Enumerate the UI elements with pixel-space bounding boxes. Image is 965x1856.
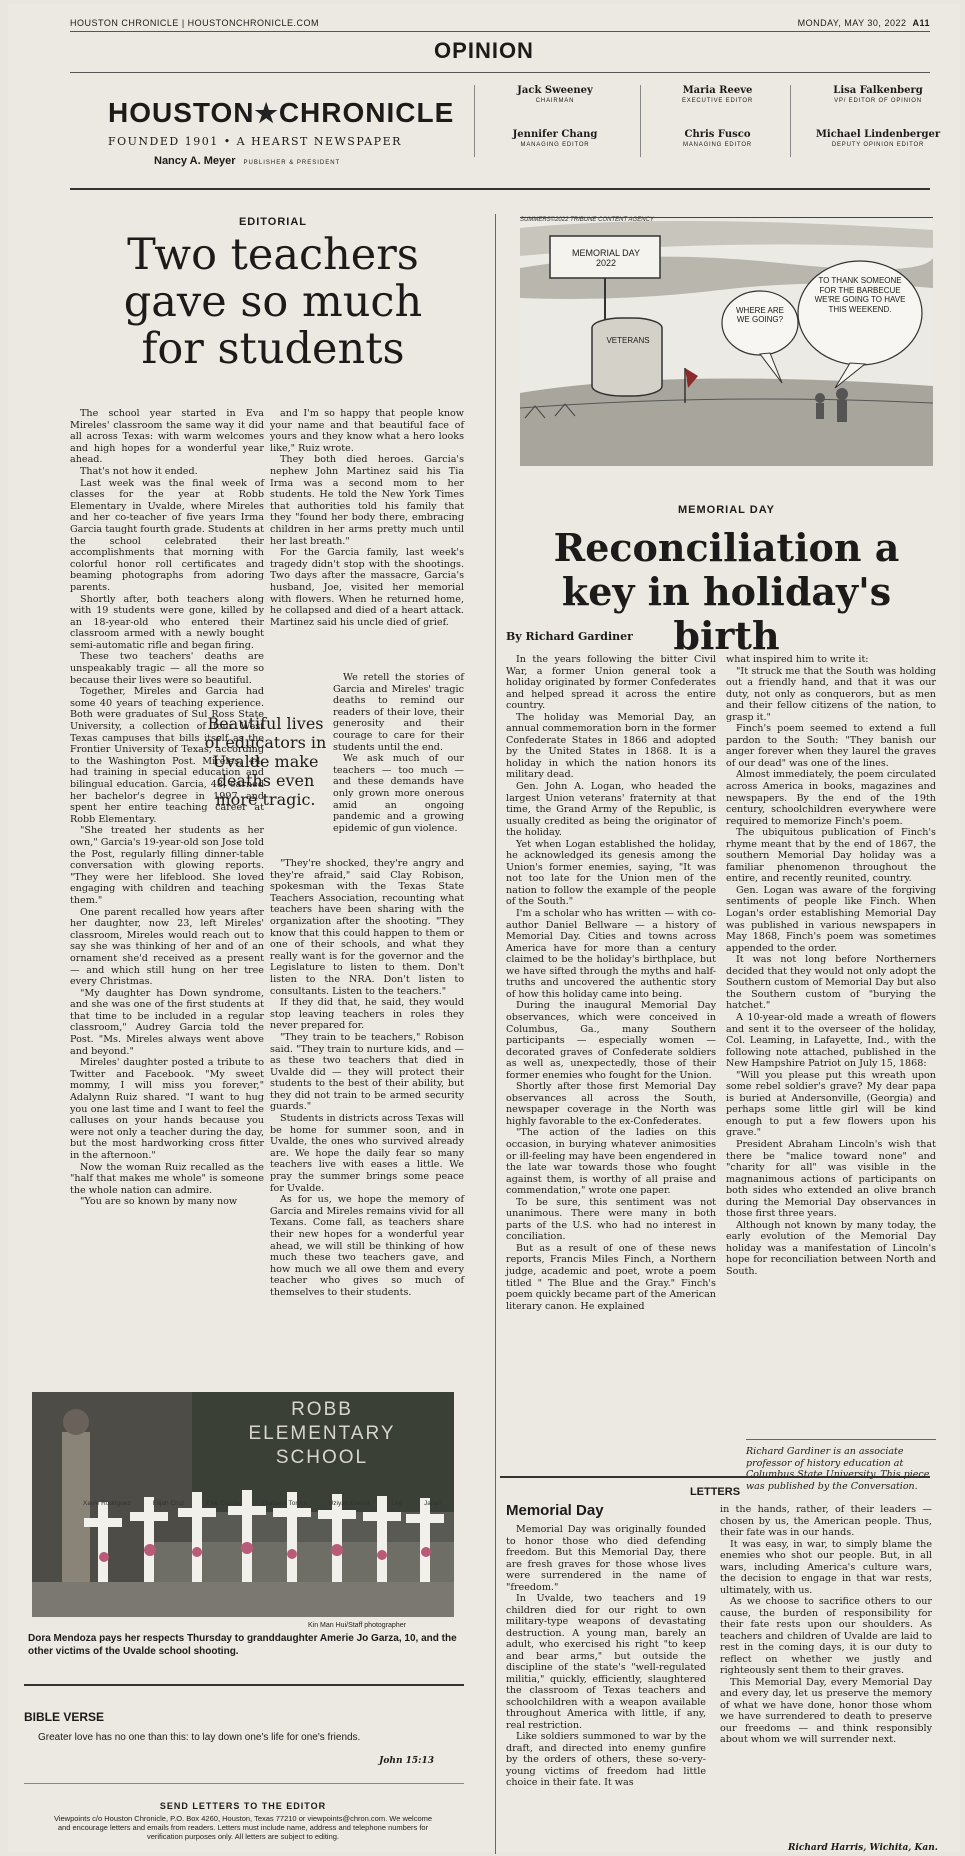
memorial-column-1: In the years following the bitter Civil War, a former Union general took a holiday originated by former Confederates and helped spread it across the entire country. The holiday was Memorial Day, an annual commemoration born in the former Confederate States in 1866 and adopted by the United States in 1868. It is a holiday in which the nation honors its military dead. Gen. John A. Logan, who headed the largest Union veterans' fraternity at that time, the Grand Army of the Republic, is usually credited as being the originator of the holiday. Yet when Logan established the holiday, he acknowledged its genesis among the Union's former enemies, saying, "It was not too late for the Union men of the nation to follow the example of the people of the South." I'm a scholar who has written — with co-author Daniel Bellware — a history of Memorial Day. Cities and towns across America have for more than a century claimed to be the holiday's birthplace, but we have sifted through the myths and half-truths and uncovered the authentic story of how this holiday came into being. During the inaugural Memorial Day observances, which were conceived in Columbus, Ga., many Southern participants — especially women — decorated graves of Confederate soldiers as well as, unexpectedly, those of their former enemies who fought for the Union. Shortly after those first Memorial Day observances all across the South, newspaper coverage in the North was highly favorable to the ex-Confederates. "The action of the ladies on this occasion, in burying whatever animosities or ill-feeling may have been engendered in the late war towards those who fought against them, is worthy of all praise and commendation," wrote one paper. To be sure, this sentiment was not unanimous. There were many in both parts of the U.S. who had no interest in conciliation. But as a result of one of these news reports, Francis Miles Finch, a Northern judge, academic and poet, wrote a poem titled " The Blue and the Gray." Finch's poem quickly became part of the American literary canon. He explained [506,654,716,1312]
staff-member: Lisa Falkenberg VP/ EDITOR OF OPINION [833,85,923,104]
cartoon-bubble-right: TO THANK SOMEONE FOR THE BARBECUE WE'RE GOING TO HAVE THIS WEEKEND. [814,276,906,314]
pull-quote: Beautiful lives of educators in Uvalde make deaths even more tragic. [204,714,327,809]
column-divider [495,214,496,1854]
founded-line: FOUNDED 1901 • A HEARST NEWSPAPER [108,135,402,148]
editorial-column-2a: and I'm so happy that people know your name and that beautiful face of yours and they know what a hero looks like," Ruiz wrote. They both died heroes. Garcia's nephew John Martinez said his Tia Irma was a second mom to her students. He told the New York Times that authorities told his family that they "found her body there, embracing children in her arms pretty much until her last breath." For the Garcia family, last week's tragedy didn't stop with the shootings. Two days after the massacre, Garcia's husband, Joe, visited her memorial with flowers. When he returned home, he collapsed and died of a heart attack. Martinez said his uncle died of grief. [270,408,464,628]
star-icon: ★ [254,98,279,128]
letters-column-1: Memorial Day was originally founded to honor those who died defending freedom. But this Memorial Day, there are fresh graves for those whose lives were surrendered in the name of "freedom." In Uvalde, two teachers and 19 children died for our right to own military-type weapons of devastating destruction. A young man, barely an adult, who exercised his right "to keep and bear arms," but outside the discipline of the state's "well-regulated militia," quickly, efficiently, slaughtered the classroom of Texas teachers and schoolchildren with a weapon available throughout America with little, if any, real restriction. Like soldiers summoned to war by the draft, and directed into enemy gunfire by the orders of others, these so-very-young victims of freedom had little choice in their fate. It was [506,1524,706,1788]
cross-names: Xavie Rodriguez Elijah Cruz Ellie Garcia Eliahana Torres Uziyah Garcia Ley Jailah [83,1500,441,1507]
author-tagline: Richard Gardiner is an associate professor of history education at Columbus State University. This piece was published by the Conversation. [746,1439,936,1492]
editorial-kicker: EDITORIAL [238,216,308,228]
newspaper-logo: HOUSTON★CHRONICLE [108,97,455,128]
staff-member: Maria Reeve EXECUTIVE EDITOR [681,85,754,104]
cartoon-sign: MEMORIAL DAY 2022 [571,248,640,268]
editorial-cartoon [520,217,933,465]
newspaper-page [8,4,960,1852]
news-photo [32,1392,454,1617]
byline: By Richard Gardiner [506,630,633,643]
editorial-column-2b: "They're shocked, they're angry and they're afraid," said Clay Robison, spokesman with the Texas State Teachers Association, recounting what teachers have been sharing with the organization after the shooting. "They know that this could happen to them or one of their schools, and what they really want is for the governor and the Legislature to listen to them. Don't listen to the NRA. Don't listen to consultants. Listen to the teachers." If they did that, he said, they would stop leaving teachers in roles they never prepared for. "They train to be teachers," Robison said. "They train to nurture kids, and — as these two teachers that died in Uvalde did — they will protect their students to the best of their ability, but they did not train to be armed security guards." Students in districts across Texas will be home for summer soon, and in Uvalde, the ones who survived already are. We hope the daily fear so many teachers live with eases a little. We pray the summer brings some peace for Uvalde. As for us, we hope the memory of Garcia and Mireles remains vivid for all Texans. Come fall, as teachers share their new hopes for a wonderful year ahead, we will still be thinking of how much these two teachers gave, and how much we all owe them and every teacher who gives so much of themselves to their students. [270,858,464,1298]
publication-name: HOUSTON CHRONICLE | HOUSTONCHRONICLE.COM [70,17,320,28]
letters-column-2: in the hands, rather, of their leaders — chosen by us, the American people. Thus, their fate was in our hands. It was easy, in war, to simply blame the enemies who shot our people. But, in all wars, including America's culture wars, the decision to engage in that war rests, ultimately, with us. As we choose to sacrifice others to our cause, the burden of responsibility for their fate rests upon our shoulders. As teachers and children of Uvalde are laid to rest in the coming days, it is our duty to reflect on whether we justly and righteously sent them to their graves. This Memorial Day, every Memorial Day and every day, let us preserve the memory of what we have done, honor those whom we have surrendered to death to preserve our freedoms — and think responsibly about whom we will surrender next. [720,1504,932,1745]
letters-kicker: LETTERS [500,1476,930,1498]
bible-verse-box [24,1684,464,1784]
cartoon-tombstone: VETERANS [606,336,650,345]
staff-divider [474,85,475,157]
bible-verse-reference: John 15:13 [379,1756,434,1766]
page-header [70,14,930,32]
masthead [70,72,941,190]
memorial-kicker: MEMORIAL DAY [678,504,775,516]
staff-member: Michael Lindenberger DEPUTY OPINION EDITOR [815,129,941,148]
memorial-headline: Reconciliation a key in holiday's birth [553,525,900,658]
page-date: MONDAY, MAY 30, 2022 A11 [797,17,930,28]
bible-verse-text: Greater love has no one than this: to lay down one's life for one's friends. [38,1732,361,1743]
staff-member: Chris Fusco MANAGING EDITOR [683,129,752,148]
cartoon-credit: SUMMERS©2022 TRIBUNE CONTENT AGENCY [520,217,654,223]
photo-caption: Dora Mendoza pays her respects Thursday to granddaughter Amerie Jo Garza, 10, and the other victims of the Uvalde school shooting. [28,1633,457,1657]
send-letters-title: SEND LETTERS TO THE EDITOR [159,1801,327,1811]
cartoon-bubble-left: WHERE ARE WE GOING? [735,306,784,324]
letter-signature: Richard Harris, Wichita, Kan. [788,1843,938,1853]
section-title: OPINION [434,38,534,63]
photo-credit: Kin Man Hui/Staff photographer [308,1622,406,1629]
editorial-headline: Two teachers gave so much for students [123,230,423,374]
memorial-column-2: what inspired him to write it: "It struck me that the South was holding out a friendly hand, and that it was our duty, not only as conquerors, but as men and their fellow citizens of the nation, to grasp it." Finch's poem seemed to extend a full pardon to the South: "They banish our anger forever when they laurel the graves of our dead" was one of the lines. Almost immediately, the poem circulated across America in books, magazines and newspapers. By the end of the 19th century, schoolchildren everywhere were required to memorize Finch's poem. The ubiquitous publication of Finch's rhyme meant that by the end of 1867, the southern Memorial Day holiday was a familiar phenomenon throughout the entire, and recently reunited, country. Gen. Logan was aware of the forgiving sentiments of people like Finch. When Logan's order establishing Memorial Day was published in various newspapers in May 1868, Finch's poem was sometimes appended to the order. It was not long before Northerners decided that they would not only adopt the Southern custom of Memorial Day but also the Southern custom of "burying the hatchet." A 10-year-old made a wreath of flowers and sent it to the overseer of the holiday, Col. Leaming, in Lafayette, Ind., with the following note attached, published in the New Hampshire Patriot on July 15, 1868: "Will you please put this wreath upon some rebel soldier's grave? My dear papa is buried at Andersonville, (Georgia) and perhaps some little girl will be kind enough to put a few flowers upon his grave." President Abraham Lincoln's wish that there be "malice toward none" and "charity for all" was visible in the magnanimous actions of participants on both sides who extended an olive branch during the Memorial Day observances in those first three years. Although not known by many today, the early evolution of the Memorial Day holiday was a manifestation of Lincoln's hope for reconciliation between North and South. [726,654,936,1277]
staff-member: Jack Sweeney CHAIRMAN [517,85,593,104]
publisher: Nancy A. Meyer PUBLISHER & PRESIDENT [154,155,341,167]
send-letters-text: Viewpoints c/o Houston Chronicle, P.O. Box 4260, Houston, Texas 77210 or viewpoints@chron.com. We welcome and encourage letters and emails from readers. Letters must include name, address and telephone numbers for verification purposes only. All letters are subject to editing. [53,1814,433,1841]
editorial-column-2-inset: We retell the stories of Garcia and Mireles' tragic deaths to remind our readers of their love, their generosity and their courage to care for their students until the end. We ask much of our teachers — too much — and these demands have only grown more onerous amid an ongoing pandemic and a growing epidemic of gun violence. [333,672,464,834]
editorial-column-1: The school year started in Eva Mireles' classroom the same way it did all across Texas: with warm welcomes and high hopes for a wonderful year ahead. That's not how it ended. Last week was the final week of classes for the year at Robb Elementary in Uvalde, where Mireles and her co-teacher of five years Irma Garcia taught fourth grade. Students at the school celebrated their accomplishments that morning with colorful honor roll certificates and beaming photographs from adoring parents. Shortly after, both teachers along with 19 students were gone, killed by an 18-year-old who entered their classroom armed with a newly bought semi-automatic rifle and began firing. These two teachers' deaths are unspeakably tragic — all the more so because their lives were so beautiful. Together, Mireles and Garcia had some 40 years of teaching experience. Both were graduates of Sul Ross State University, a collection of four West Texas campuses that bills itself as the Frontier University of Texas, according to the Washington Post. Mireles, 44, had training in special education and bilingual education. Garcia, 48, earned her bachelor's degree in 1997 and spent her entire teaching career at Robb Elementary. "She treated her students as her own," Garcia's 19-year-old son Jose told the Post, regularly filling dinner-table conversation with glowing reports. "They were her lifeblood. She loved engaging with children and teaching them." One parent recalled how years after her daughter, now 23, left Mireles' classroom, Mireles would reach out to say she was thinking of her and of an ornament she'd received as a present — and which still hung on her tree every Christmas. "My daughter has Down syndrome, and she was one of the first students at that time to be included in a regular classroom," Audrey Garcia told the Post. "Ms. Mireles always went above and beyond." Mireles' daughter posted a tribute to Twitter and Facebook. "My sweet mommy, I will miss you forever," Adalynn Ruiz shared. "I want to hug you one last time and I want to feel the calluses on your hands because you were not only a teacher during the day, but the most hardworking cross fitter in the afternoon." Now the woman Ruiz recalled as the "half that makes me whole" is someone the whole nation can admire. "You are so known by many now [70,408,264,1208]
bible-verse-title: BIBLE VERSE [24,1710,105,1724]
staff-divider [790,85,791,157]
letters-title: Memorial Day [506,1502,604,1519]
staff-member: Jennifer Chang MANAGING EDITOR [512,129,598,148]
staff-divider [640,85,641,157]
school-sign: ROBB ELEMENTARY SCHOOL [248,1399,396,1468]
